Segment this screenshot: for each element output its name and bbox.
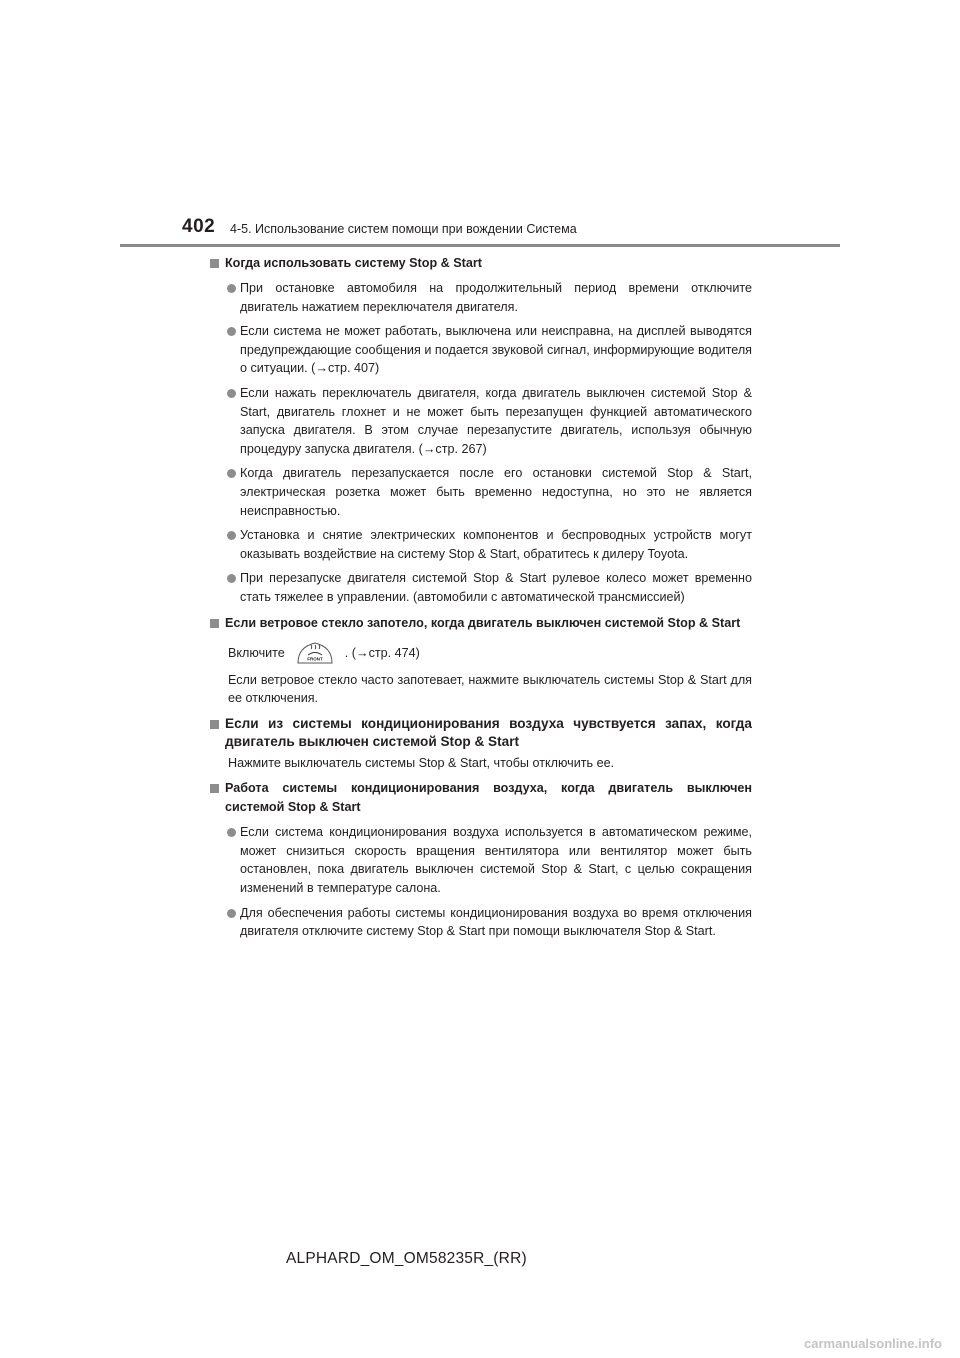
- square-bullet-icon: [210, 259, 219, 268]
- header-rule: [120, 244, 840, 247]
- paragraph: Нажмите выключатель системы Stop & Start, чтобы отключить ее.: [228, 755, 615, 770]
- page-number: 402: [182, 216, 216, 237]
- list-item: Для обеспечения работы системы кондиционирования воздуха во время отключения двигателя отключите систему Stop & Start при помощи выключателя Stop & Start.: [227, 904, 752, 941]
- dot-bullet-icon: [227, 469, 236, 478]
- list-item: Если система кондиционирования воздуха используется в автоматическом режиме, может снизиться скорость вращения вентилятора или вентилятор может быть остановлен, пока двигатель выключен системой Stop & Start, с целью сокращения изменений в температуре салона.: [227, 823, 752, 897]
- square-bullet-icon: [210, 784, 219, 793]
- square-bullet-icon: [210, 619, 219, 628]
- dot-bullet-icon: [227, 531, 236, 540]
- footer-document-code: ALPHARD_OM_OM58235R_(RR): [286, 1250, 527, 1267]
- header-title: 4-5. Использование систем помощи при вождении Система: [230, 222, 577, 236]
- list-item: Если нажать переключатель двигателя, когда двигатель выключен системой Stop & Start, двигатель глохнет и не может быть перезапущен функцией автоматического запуска двигателя. В этом случае перезапустите двигатель, используя обычную процедуру запуска двигателя. (→стр. 267): [227, 384, 752, 458]
- square-bullet-icon: [210, 720, 219, 729]
- list-item: Установка и снятие электрических компонентов и беспроводных устройств могут оказывать воздействие на систему Stop & Start, обратитесь к дилеру Toyota.: [227, 526, 752, 563]
- turn-on-line: Включите FRONT . (→стр. 474): [228, 641, 752, 665]
- section-windshield-fogged: [210, 614, 752, 708]
- list-item: Если система не может работать, выключена или неисправна, на дисплей выводятся предупреждающие сообщения и подается звуковой сигнал, информирующие водителя о ситуации. (→стр. 407): [227, 322, 752, 378]
- dot-bullet-icon: [227, 327, 236, 336]
- section-heading: Если ветровое стекло запотело, когда двигатель выключен системой Stop & Start: [210, 614, 752, 633]
- list-item: При перезапуске двигателя системой Stop & Start рулевое колесо может временно стать тяжелее в управлении. (автомобили с автоматической трансмиссией): [227, 569, 752, 606]
- list-item: Когда двигатель перезапускается после его остановки системой Stop & Start, электрическая розетка может быть временно недоступна, но это не является неисправностью.: [227, 464, 752, 520]
- section-heading: Если из системы кондиционирования воздуха чувствуется запах, когда двигатель выключен системой Stop & Start: [210, 715, 752, 751]
- dot-bullet-icon: [227, 284, 236, 293]
- dot-bullet-icon: [227, 574, 236, 583]
- section-when-to-use: [210, 254, 752, 607]
- watermark[interactable]: carmanualsonline.info: [804, 1336, 942, 1351]
- dot-bullet-icon: [227, 909, 236, 918]
- section-heading: Работа системы кондиционирования воздуха, когда двигатель выключен системой Stop & Start: [210, 779, 752, 817]
- section-ac-smell: [210, 715, 752, 773]
- section-ac-operation: [210, 779, 752, 941]
- svg-text:FRONT: FRONT: [307, 656, 323, 661]
- paragraph: Если ветровое стекло часто запотевает, нажмите выключатель системы Stop & Start для ее отключения.: [228, 672, 752, 706]
- dot-bullet-icon: [227, 828, 236, 837]
- list-item: При остановке автомобиля на продолжительный период времени отключите двигатель нажатием переключателя двигателя.: [227, 279, 752, 316]
- section-heading: Когда использовать систему Stop & Start: [210, 254, 752, 273]
- dot-bullet-icon: [227, 389, 236, 398]
- page-content: [210, 254, 752, 948]
- front-defogger-button-icon: [295, 641, 335, 665]
